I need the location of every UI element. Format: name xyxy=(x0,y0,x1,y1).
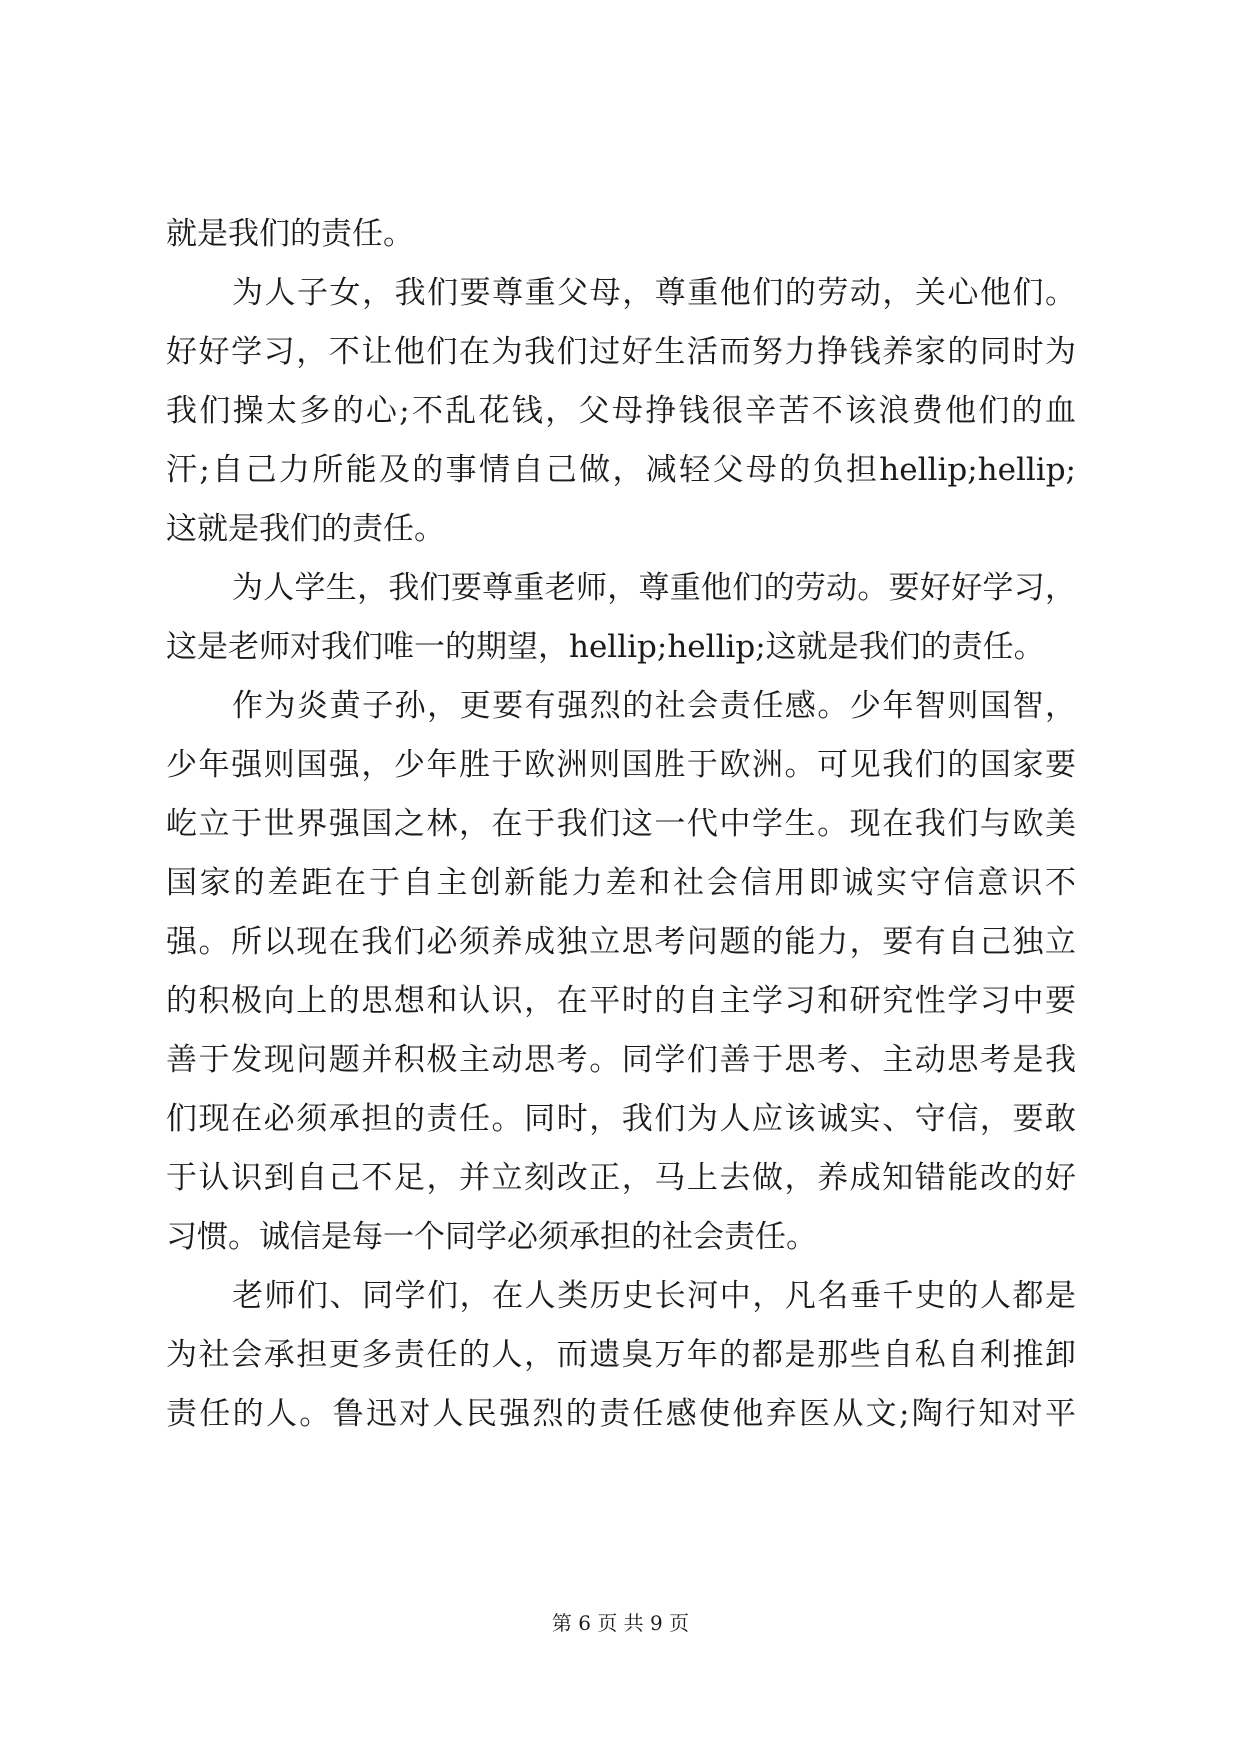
text-line: 这就是我们的责任。 xyxy=(166,511,445,547)
text-line: 屹立于世界强国之林，在于我们这一代中学生。现在我们与欧美 xyxy=(166,806,1076,842)
text-line: 责任的人。鲁迅对人民强烈的责任感使他弃医从文;陶行知对平 xyxy=(166,1396,1076,1432)
text-line: 为人学生，我们要尊重老师，尊重他们的劳动。要好好学习， xyxy=(232,570,1076,606)
text-line: 的积极向上的思想和认识，在平时的自主学习和研究性学习中要 xyxy=(166,983,1076,1019)
text-line: 我们操太多的心;不乱花钱，父母挣钱很辛苦不该浪费他们的血 xyxy=(166,393,1076,429)
text-line: 就是我们的责任。 xyxy=(166,216,414,252)
text-line: 为社会承担更多责任的人，而遗臭万年的都是那些自私自利推卸 xyxy=(166,1337,1076,1373)
text-line: 作为炎黄子孙，更要有强烈的社会责任感。少年智则国智， xyxy=(232,688,1076,724)
text-line: 老师们、同学们，在人类历史长河中，凡名垂千史的人都是 xyxy=(232,1278,1076,1314)
text-line: 于认识到自己不足，并立刻改正，马上去做，养成知错能改的好 xyxy=(166,1160,1076,1196)
text-line: 为人子女，我们要尊重父母，尊重他们的劳动，关心他们。 xyxy=(232,275,1076,311)
page-number-footer: 第 6 页 共 9 页 xyxy=(551,1611,690,1635)
text-line: 少年强则国强，少年胜于欧洲则国胜于欧洲。可见我们的国家要 xyxy=(166,747,1076,783)
text-line: 们现在必须承担的责任。同时，我们为人应该诚实、守信，要敢 xyxy=(166,1101,1076,1137)
text-line: 善于发现问题并积极主动思考。同学们善于思考、主动思考是我 xyxy=(166,1042,1076,1078)
text-line: 好好学习，不让他们在为我们过好生活而努力挣钱养家的同时为 xyxy=(166,334,1076,370)
body-text xyxy=(166,205,1076,1444)
text-line: 这是老师对我们唯一的期望，hellip;hellip;这就是我们的责任。 xyxy=(166,629,1045,665)
text-line: 国家的差距在于自主创新能力差和社会信用即诚实守信意识不 xyxy=(166,865,1076,901)
text-line: 汗;自己力所能及的事情自己做，减轻父母的负担hellip;hellip; xyxy=(166,452,1076,488)
text-line: 习惯。诚信是每一个同学必须承担的社会责任。 xyxy=(166,1219,817,1255)
text-line: 强。所以现在我们必须养成独立思考问题的能力，要有自己独立 xyxy=(166,924,1076,960)
